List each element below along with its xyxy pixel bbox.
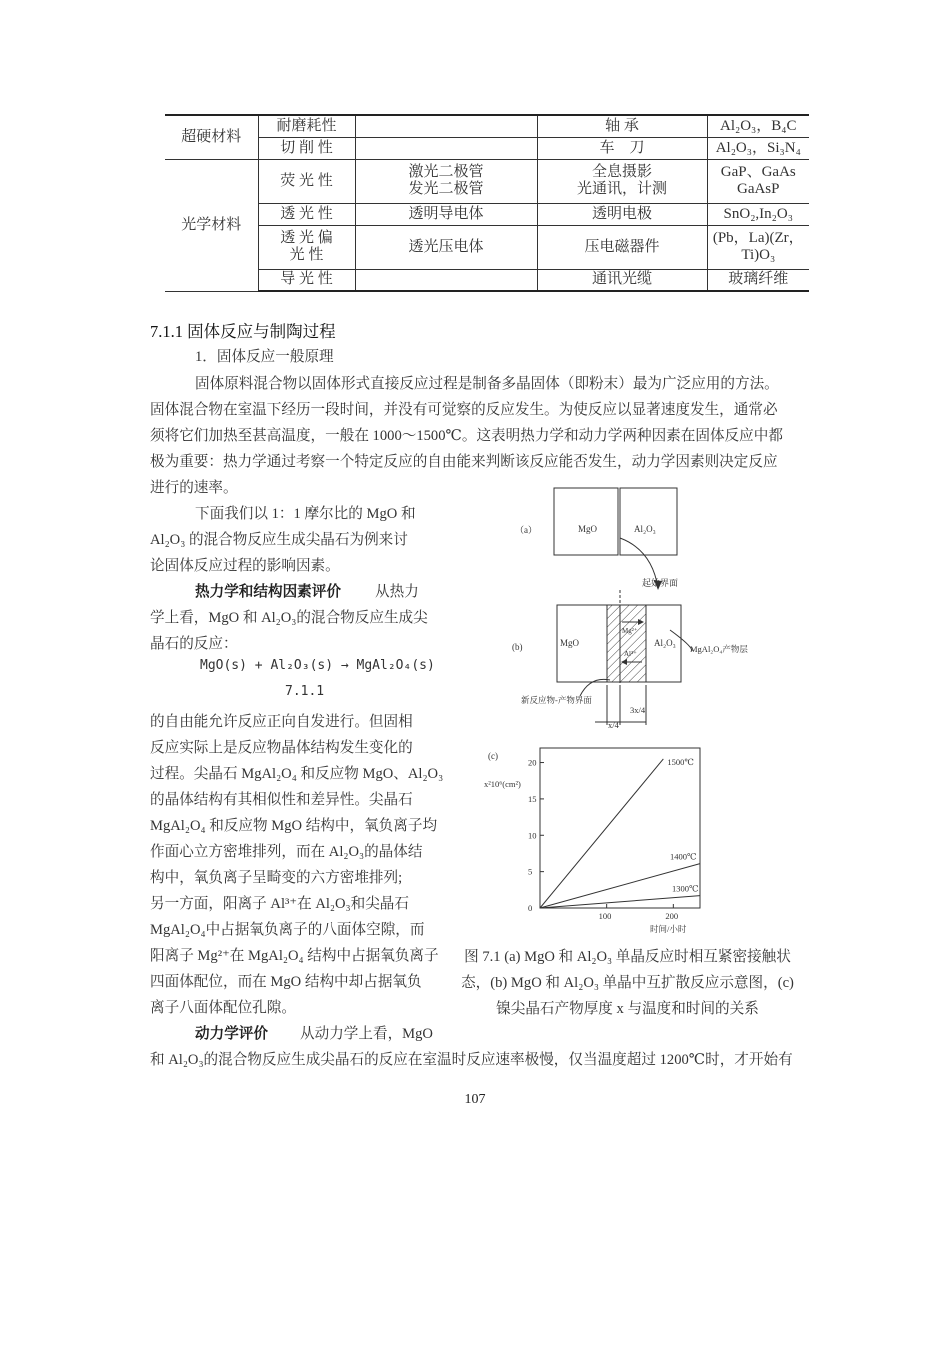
table-cell: (Pb，La)(Zr， Ti)O₃ <box>707 225 809 269</box>
table-cell: 全息摄影 光通讯，计测 <box>537 159 707 203</box>
subsection-title: 1．固体反应一般原理 <box>195 349 334 365</box>
mgo-block-a <box>554 488 618 555</box>
para3-line: 的晶体结构有其相似性和差异性。尖晶石 <box>150 792 413 808</box>
para3-line: 另一方面，阳离子 Al³⁺在 Al₂O₃和尖晶石 <box>150 896 409 912</box>
panel-a-label: （a） <box>515 525 537 535</box>
figure-caption-line: 镍尖晶石产物厚度 x 与温度和时间的关系 <box>496 1001 759 1017</box>
materials-table <box>165 114 809 292</box>
table-cell: 车 刀 <box>537 137 707 159</box>
y-tick-label: 10 <box>528 830 537 841</box>
x-tick-label: 200 <box>665 911 679 921</box>
para3-line: 作面心立方密堆排列，而在 Al₂O₃的晶体结 <box>150 844 423 860</box>
panel-b-label: (b) <box>512 642 523 652</box>
table-cell: Al₂O₃，Si₃N₄ <box>707 137 809 159</box>
equation-number: 7.1.1 <box>285 684 325 699</box>
table-cell: Al₂O₃，B₄C <box>707 115 809 137</box>
para3-line: 的自由能允许反应正向自发进行。但固相 <box>150 714 413 730</box>
table-row <box>165 225 809 269</box>
table-cell: 透光压电体 <box>355 225 537 269</box>
table-row <box>165 203 809 225</box>
para3-line: MgAl₂O₄ 和反应物 MgO 结构中，氧负离子均 <box>150 818 438 834</box>
figure-caption-line: 态，(b) MgO 和 Al₂O₃ 单晶中互扩散反应示意图，(c) <box>461 975 794 991</box>
para3-line: 阳离子 Mg²⁺在 MgAl₂O₄ 结构中占据氧负离子 <box>150 948 439 964</box>
al2o3-block-a <box>620 488 677 555</box>
para1-line: 须将它们加热至甚高温度，一般在 1000～1500℃。这表明热力学和动力学两种因素在固体反应中都 <box>150 428 783 444</box>
para1-line: 固体原料混合物以固体形式直接反应过程是制备多晶固体（即粉末）最为广泛应用的方法。 <box>195 376 779 392</box>
initial-interface-label: 起始界面 <box>642 578 679 588</box>
x34-label: 3x/4 <box>630 705 646 715</box>
table-cell: 通讯光缆 <box>537 269 707 291</box>
table-cell: 切 削 性 <box>258 137 355 159</box>
al2o3-label-b: Al₂O₃ <box>654 638 676 648</box>
table-row <box>165 115 809 137</box>
thermo-line: 从热力 <box>375 584 419 600</box>
product-layer-right <box>620 605 646 682</box>
mgo-label-a: MgO <box>578 524 598 534</box>
panel-c-label: (c) <box>488 751 498 761</box>
table-cell: 透 光 偏 光 性 <box>258 225 355 269</box>
para3-line: 四面体配位，而在 MgO 结构中却占据氧负 <box>150 974 422 990</box>
al2o3-label-a: Al₂O₃ <box>634 524 656 534</box>
table-cell <box>355 115 537 137</box>
series-label: 1400℃ <box>670 851 697 862</box>
x-tick-label: 100 <box>598 911 612 921</box>
table-row <box>165 269 809 291</box>
chart-marks <box>528 757 700 921</box>
figure-7-1 <box>440 480 810 940</box>
para2-line: Al₂O₃ 的混合物反应生成尖晶石为例来讨 <box>150 532 408 548</box>
section-title: 7.1.1 固体反应与制陶过程 <box>150 322 336 341</box>
series-label: 1300℃ <box>672 883 699 894</box>
table-cell: 轴 承 <box>537 115 707 137</box>
thermo-line: 晶石的反应： <box>150 636 238 652</box>
kinetic-line: 和 Al₂O₃的混合物反应生成尖晶石的反应在室温时反应速率极慢，仅当温度超过 1200℃时，才开始有 <box>150 1052 793 1068</box>
table-cell: 透明导电体 <box>355 203 537 225</box>
table-row <box>165 159 809 203</box>
mg-ion-label: Mg²⁺ <box>622 627 638 635</box>
table-cell: 光学材料 <box>165 159 258 291</box>
table-cell: SnO₂,In₂O₃ <box>707 203 809 225</box>
y-axis-label: x²10⁶(cm²) <box>484 779 521 789</box>
table-cell: 超硬材料 <box>165 115 258 159</box>
table-cell: 玻璃纤维 <box>707 269 809 291</box>
para2-line: 下面我们以 1：1 摩尔比的 MgO 和 <box>195 506 416 522</box>
table-cell: 耐磨耗性 <box>258 115 355 137</box>
page-number: 107 <box>464 1092 486 1107</box>
table-cell: 荧 光 性 <box>258 159 355 203</box>
table-cell: 激光二极管 发光二极管 <box>355 159 537 203</box>
table-cell <box>355 269 537 291</box>
table-cell: 压电磁器件 <box>537 225 707 269</box>
table-cell: GaP、GaAs GaAsP <box>707 159 809 203</box>
x4-label: x/4 <box>608 720 619 730</box>
thermo-heading: 热力学和结构因素评价 <box>195 584 341 600</box>
para1-line: 进行的速率。 <box>150 480 238 496</box>
kinetic-line: 从动力学上看，MgO <box>300 1026 433 1042</box>
y-tick-label: 5 <box>528 866 533 877</box>
al-ion-label: Al³⁺ <box>624 650 637 658</box>
equation: MgO(s) + Al₂O₃(s) → MgAl₂O₄(s) <box>200 658 435 673</box>
table-cell: 透 光 性 <box>258 203 355 225</box>
y-tick-label: 15 <box>528 793 537 804</box>
figure-caption-line: 图 7.1 (a) MgO 和 Al₂O₃ 单晶反应时相互紧密接触状 <box>464 949 791 965</box>
product-layer-left <box>607 605 620 682</box>
para1-line: 极为重要：热力学通过考察一个特定反应的自由能来判断该反应能否发生，动力学因素则决定反应 <box>150 454 778 470</box>
series-line <box>540 759 663 908</box>
table-cell: 透明电极 <box>537 203 707 225</box>
y-tick-label: 0 <box>528 903 533 913</box>
para3-line: MgAl₂O₄中占据氧负离子的八面体空隙，而 <box>150 922 425 938</box>
y-tick-label: 20 <box>528 757 537 768</box>
para3-line: 构中，氧负离子呈畸变的六方密堆排列; <box>150 870 403 886</box>
x-axis-label: 时间/小时 <box>650 924 687 934</box>
para3-line: 离子八面体配位孔隙。 <box>150 1000 296 1016</box>
table-cell: 导 光 性 <box>258 269 355 291</box>
table-cell <box>355 137 537 159</box>
thermo-line: 学上看，MgO 和 Al₂O₃的混合物反应生成尖 <box>150 610 428 626</box>
new-interface-label: 新反应物-产物界面 <box>521 695 592 705</box>
mgo-label-b: MgO <box>560 638 580 648</box>
para3-line: 反应实际上是反应物晶体结构发生变化的 <box>150 740 413 756</box>
table-row <box>165 137 809 159</box>
para3-line: 过程。尖晶石 MgAl₂O₄ 和反应物 MgO、Al₂O₃ <box>150 766 444 782</box>
series-label: 1500℃ <box>667 756 694 767</box>
para1-line: 固体混合物在室温下经历一段时间，并没有可觉察的反应发生。为使反应以显著速度发生，通常必 <box>150 402 778 418</box>
para2-line: 论固体反应过程的影响因素。 <box>150 558 340 574</box>
kinetic-heading: 动力学评价 <box>195 1026 268 1042</box>
product-layer-label: MgAl₂O₄产物层 <box>690 644 748 654</box>
